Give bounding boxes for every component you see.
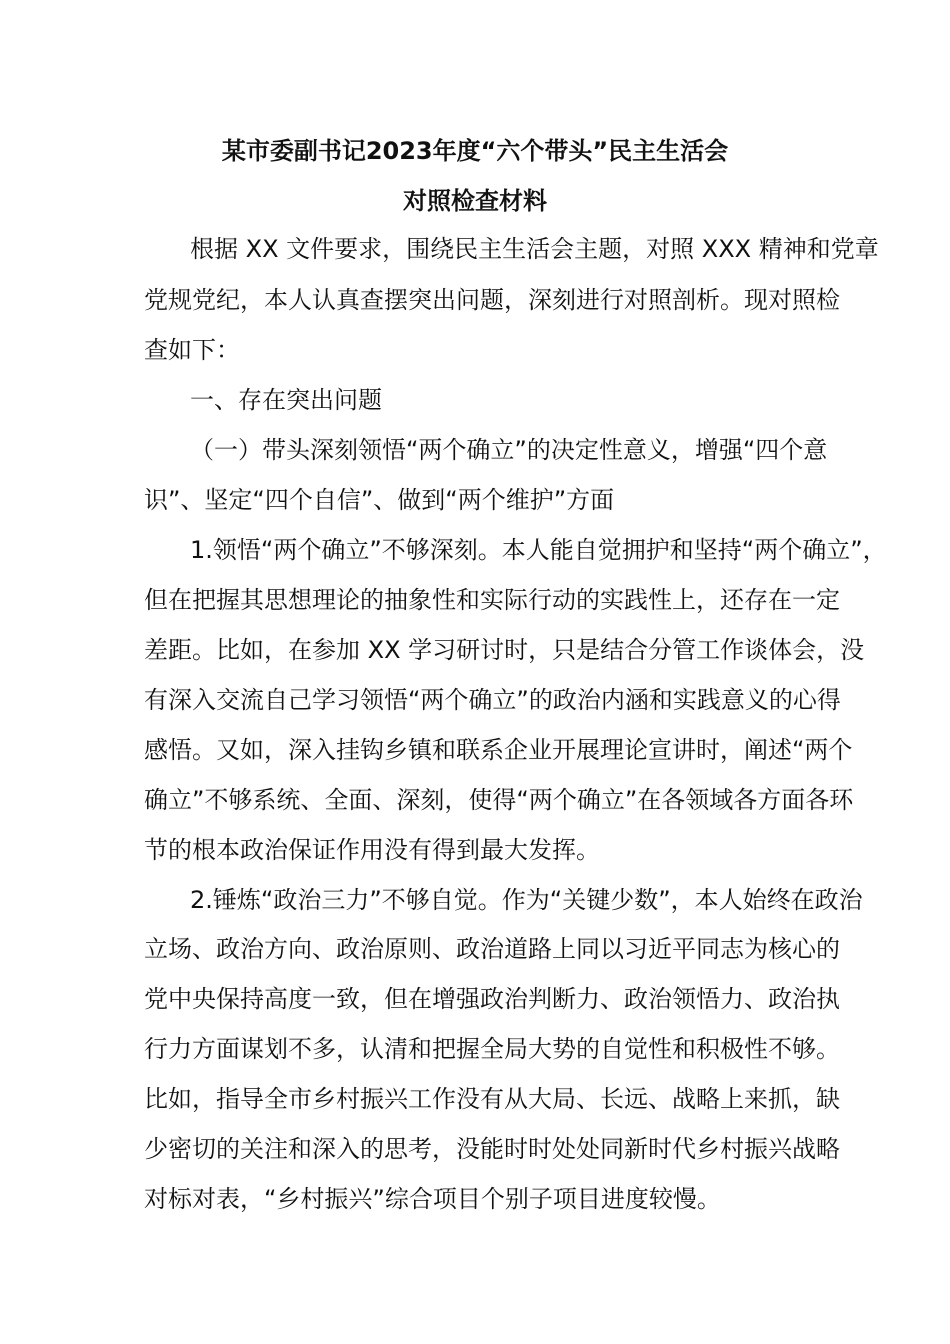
paragraph-line: 比如，指导全市乡村振兴工作没有从大局、长远、战略上来抓，缺 [144,1085,840,1113]
paragraph-line: 行力方面谋划不多，认清和把握全局大势的自觉性和积极性不够。 [144,1035,840,1063]
paragraph-line: 党中央保持高度一致，但在增强政治判断力、政治领悟力、政治执 [144,985,840,1013]
paragraph-line: 确立”不够系统、全面、深刻，使得“两个确立”在各领域各方面各环 [144,786,854,814]
paragraph-line: 党规党纪，本人认真查摆突出问题，深刻进行对照剖析。现对照检 [144,286,840,314]
subsection-heading: 识”、坚定“四个自信”、做到“两个维护”方面 [144,486,615,514]
paragraph-line: 感悟。又如，深入挂钩乡镇和联系企业开展理论宣讲时，阐述“两个 [144,736,853,764]
paragraph-line: 节的根本政治保证作用没有得到最大发挥。 [144,836,600,864]
paragraph-line: 1.领悟“两个确立”不够深刻。本人能自觉拥护和坚持“两个确立”， [190,536,887,564]
paragraph-line: 但在把握其思想理论的抽象性和实际行动的实践性上，还存在一定 [144,586,840,614]
paragraph-line: 查如下： [144,336,240,364]
paragraph-line: 少密切的关注和深入的思考，没能时时处处同新时代乡村振兴战略 [144,1135,840,1163]
paragraph-line: 差距。比如，在参加 XX 学习研讨时，只是结合分管工作谈体会，没 [144,636,865,664]
paragraph-line: 对标对表，“乡村振兴”综合项目个别子项目进度较慢。 [144,1185,721,1213]
subsection-heading: （一）带头深刻领悟“两个确立”的决定性意义，增强“四个意 [190,436,828,464]
section-heading: 一、存在突出问题 [190,386,382,414]
paragraph-line: 2.锤炼“政治三力”不够自觉。作为“关键少数”，本人始终在政治 [190,886,863,914]
paragraph-line: 有深入交流自己学习领悟“两个确立”的政治内涵和实践意义的心得 [144,686,841,714]
paragraph-line: 立场、政治方向、政治原则、政治道路上同以习近平同志为核心的 [144,935,840,963]
paragraph-line: 根据 XX 文件要求，围绕民主生活会主题，对照 XXX 精神和党章 [190,235,879,263]
document-title: 某市委副书记2023年度“六个带头”民主生活会 [221,137,729,165]
document-subtitle: 对照检查材料 [403,187,547,215]
